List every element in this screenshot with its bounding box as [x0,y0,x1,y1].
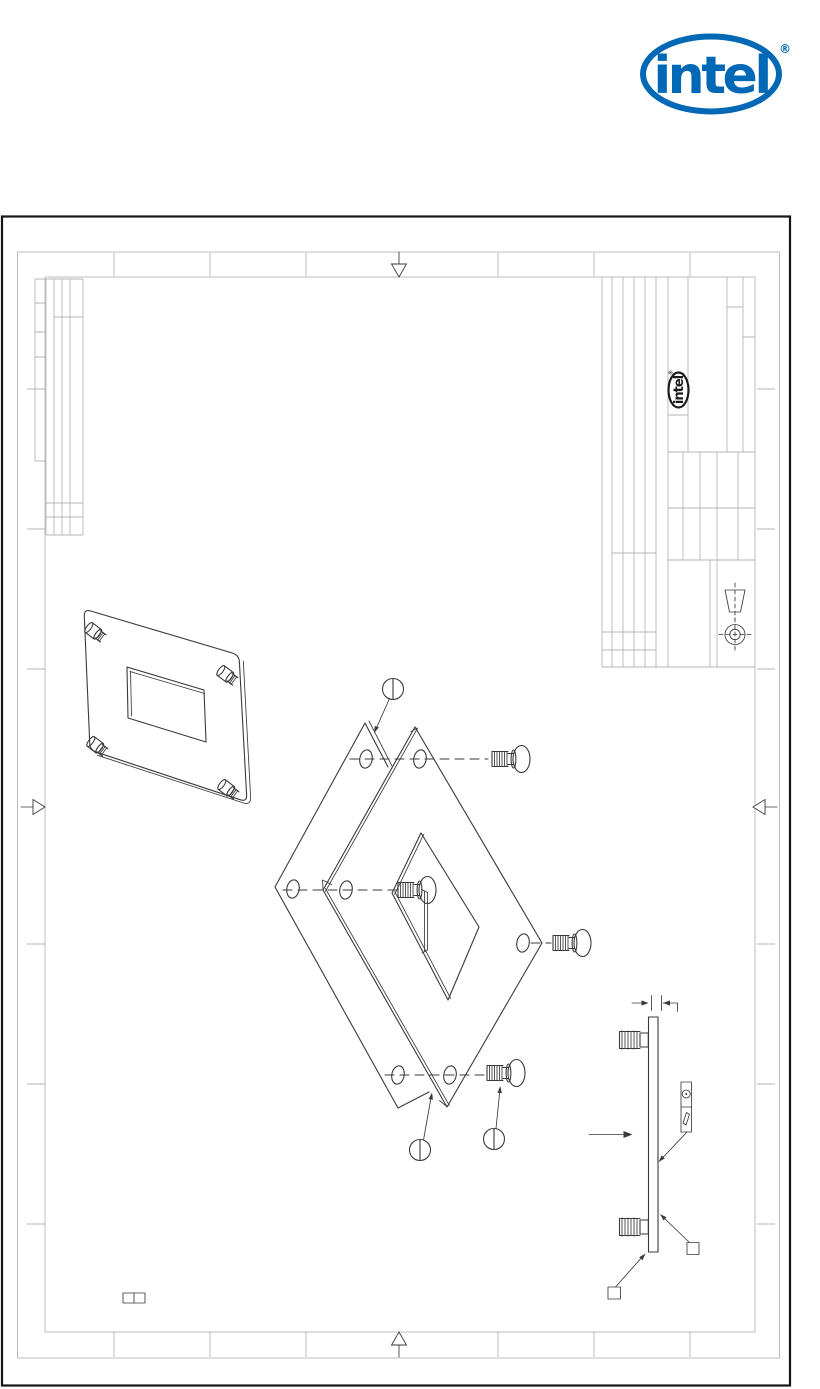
backplate-cutout [127,667,206,742]
rear-plate-outline [275,723,429,1108]
title-block [602,277,755,667]
backplate-iso-view [83,611,250,804]
front-plate-cutout [392,833,479,1000]
intel-logo [643,37,791,112]
side-view-stud-top [620,1031,649,1049]
shoulder-screw [553,930,591,957]
zone-ticks [27,253,775,1357]
border-center-arrows [21,252,777,1357]
backplate-stud [216,778,239,800]
revision-table [35,279,83,535]
backplate-outline [84,611,246,801]
backplate-stud [215,664,238,686]
title-block-logo-text: intel [672,375,687,405]
zone-band-border [18,252,780,1358]
balloon-callout-top [374,679,404,734]
title-block-intel-logo [669,370,689,408]
thickness-dimension [632,996,678,1012]
front-plate-corner-details [323,728,446,1106]
shoulder-screw [487,1060,525,1087]
side-edge-view [589,996,699,1300]
title-block-registered-mark: ® [668,370,675,375]
front-plate-cutout-walls [395,834,451,998]
front-plate-outline [323,727,542,1107]
assembly-centerlines [283,759,551,1075]
feature-control-tag [659,1082,692,1162]
side-view-stud-bottom [620,1218,649,1236]
balloon-callout-bottom-right [484,1086,505,1150]
note-flag-right [660,1214,699,1255]
intel-logo-text: intel [653,46,769,106]
projection-symbol [719,583,751,651]
side-view-plate [649,1017,659,1252]
title-block-grid [602,277,755,667]
detail-box [123,1293,145,1303]
shoulder-screw [398,877,436,904]
front-plate-thickness-edges [325,728,449,1105]
backplate-stud [85,735,108,757]
balloon-callout-bottom-left [410,1093,434,1161]
backplate-stud [83,621,106,643]
shoulder-screw [492,746,530,773]
intel-registered-mark: ® [779,42,791,56]
view-direction-arrow [589,1131,633,1138]
front-plate-cutout-tab [422,890,428,954]
backplate-cutout-walls [130,671,205,716]
exploded-assembly-view [275,679,591,1161]
note-flag-left [608,1254,646,1300]
